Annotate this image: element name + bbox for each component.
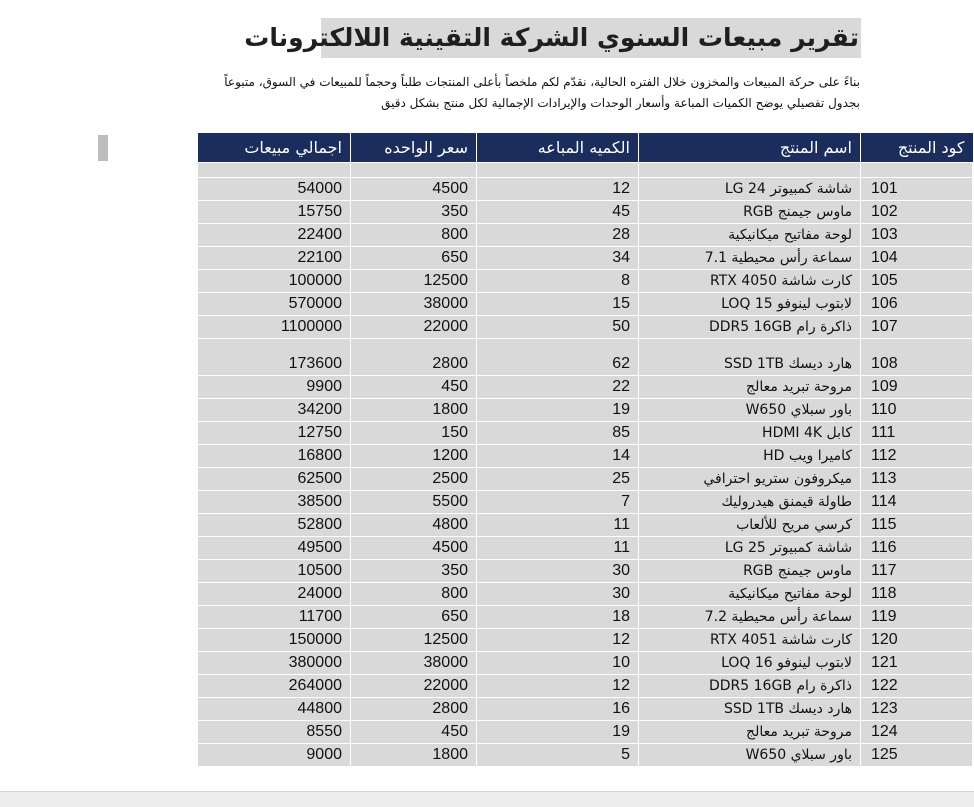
cell-unit-price: 450: [351, 721, 477, 744]
cell-product-code: 107: [861, 316, 973, 339]
table-row: [198, 744, 973, 767]
sales-table: [197, 133, 973, 767]
intro-line-1: بناءً على حركة المبيعات والمخزون خلال الفتره الحالية، نقدّم لكم ملخصاً بأعلى المنتجات طلباً وحجماً للمبيعات في السوق، متبوعاً: [224, 75, 860, 89]
cell-quantity-sold: 8: [477, 270, 639, 293]
cell-product-code: 122: [861, 675, 973, 698]
cell-quantity-sold: 7: [477, 491, 639, 514]
cell-product-code: 117: [861, 560, 973, 583]
cell-unit-price: 800: [351, 224, 477, 247]
cell-quantity-sold: 62: [477, 339, 639, 376]
cell-quantity-sold: 30: [477, 583, 639, 606]
cell-product-code: 105: [861, 270, 973, 293]
cell-unit-price: 4500: [351, 178, 477, 201]
cell-product-name: لوحة مفاتيح ميكانيكية: [639, 583, 861, 606]
table-row: [198, 606, 973, 629]
cell-unit-price: 22000: [351, 316, 477, 339]
cell-total-sales: 38500: [198, 491, 351, 514]
cell-unit-price: 150: [351, 422, 477, 445]
cell-product-name: كارت شاشة RTX 4050: [639, 270, 861, 293]
cell-product-code: 119: [861, 606, 973, 629]
table-spacer-row: [198, 163, 973, 178]
cell-total-sales: 44800: [198, 698, 351, 721]
cell-unit-price: 4500: [351, 537, 477, 560]
cell-product-code: 109: [861, 376, 973, 399]
table-row: [198, 514, 973, 537]
cell-total-sales: 22400: [198, 224, 351, 247]
cell-product-name: طاولة قيمنق هيدروليك: [639, 491, 861, 514]
cell-product-code: 125: [861, 744, 973, 767]
cell-total-sales: 11700: [198, 606, 351, 629]
intro-line-2: بجدول تفصيلي يوضح الكميات المباعة وأسعار الوحدات والإيرادات الإجمالية لكل منتج بشكل دقيق: [381, 96, 860, 110]
cell-product-code: 104: [861, 247, 973, 270]
cell-product-code: 112: [861, 445, 973, 468]
cell-quantity-sold: 14: [477, 445, 639, 468]
cell-quantity-sold: 50: [477, 316, 639, 339]
cell-product-name: كارت شاشة RTX 4051: [639, 629, 861, 652]
cell-total-sales: 24000: [198, 583, 351, 606]
cell-product-code: 124: [861, 721, 973, 744]
intro-paragraph: [104, 72, 860, 114]
table-row: [198, 698, 973, 721]
cell-unit-price: 650: [351, 606, 477, 629]
cell-total-sales: 22100: [198, 247, 351, 270]
cell-product-code: 108: [861, 339, 973, 376]
cell-product-code: 106: [861, 293, 973, 316]
table-row: [198, 675, 973, 698]
cell-quantity-sold: 12: [477, 178, 639, 201]
cell-product-name: شاشة كمبيوتر LG 25: [639, 537, 861, 560]
table-row: [198, 560, 973, 583]
cell-unit-price: 5500: [351, 491, 477, 514]
table-body: [198, 163, 973, 767]
cell-unit-price: 2800: [351, 339, 477, 376]
cell-quantity-sold: 85: [477, 422, 639, 445]
cell-quantity-sold: 19: [477, 721, 639, 744]
cell-total-sales: 9000: [198, 744, 351, 767]
cell-product-code: 121: [861, 652, 973, 675]
cell-total-sales: 150000: [198, 629, 351, 652]
cell-quantity-sold: 11: [477, 537, 639, 560]
cell-unit-price: 1800: [351, 399, 477, 422]
cell-product-code: 110: [861, 399, 973, 422]
cell-product-code: 116: [861, 537, 973, 560]
cell-unit-price: 22000: [351, 675, 477, 698]
cell-total-sales: 54000: [198, 178, 351, 201]
table-row: [198, 224, 973, 247]
table-row: [198, 339, 973, 376]
cell-product-name: لوحة مفاتيح ميكانيكية: [639, 224, 861, 247]
cell-unit-price: 1200: [351, 445, 477, 468]
cell-product-name: كابل HDMI 4K: [639, 422, 861, 445]
cell-unit-price: 12500: [351, 629, 477, 652]
cell-product-code: 111: [861, 422, 973, 445]
cell-product-name: ذاكرة رام DDR5 16GB: [639, 316, 861, 339]
cell-product-code: 113: [861, 468, 973, 491]
cell-quantity-sold: 19: [477, 399, 639, 422]
cell-quantity-sold: 28: [477, 224, 639, 247]
cell-total-sales: 15750: [198, 201, 351, 224]
cell-unit-price: 800: [351, 583, 477, 606]
cell-unit-price: 450: [351, 376, 477, 399]
cell-product-code: 114: [861, 491, 973, 514]
table-row: [198, 445, 973, 468]
cell-product-name: هارد ديسك SSD 1TB: [639, 339, 861, 376]
cell-total-sales: 34200: [198, 399, 351, 422]
cell-product-code: 120: [861, 629, 973, 652]
header-total-sales: اجمالي مبيعات: [198, 133, 351, 163]
table-row: [198, 422, 973, 445]
cell-unit-price: 350: [351, 201, 477, 224]
cell-product-name: ماوس جيمنج RGB: [639, 201, 861, 224]
cell-product-code: 103: [861, 224, 973, 247]
table-row: [198, 583, 973, 606]
cell-product-name: ذاكرة رام DDR5 16GB: [639, 675, 861, 698]
cell-product-name: ماوس جيمنج RGB: [639, 560, 861, 583]
cell-product-name: كرسي مريح للألعاب: [639, 514, 861, 537]
header-quantity-sold: الكميه المباعه: [477, 133, 639, 163]
cell-total-sales: 16800: [198, 445, 351, 468]
cell-product-name: مروحة تبريد معالج: [639, 721, 861, 744]
cell-total-sales: 12750: [198, 422, 351, 445]
cell-total-sales: 264000: [198, 675, 351, 698]
table-header-row: [198, 133, 973, 163]
cell-product-name: باور سبلاي W650: [639, 399, 861, 422]
cell-total-sales: 62500: [198, 468, 351, 491]
table-row: [198, 316, 973, 339]
cell-quantity-sold: 11: [477, 514, 639, 537]
table-row: [198, 721, 973, 744]
cell-product-code: 123: [861, 698, 973, 721]
cell-unit-price: 12500: [351, 270, 477, 293]
cell-quantity-sold: 15: [477, 293, 639, 316]
cell-quantity-sold: 22: [477, 376, 639, 399]
table-row: [198, 270, 973, 293]
cell-product-name: ميكروفون ستريو احترافي: [639, 468, 861, 491]
cell-total-sales: 8550: [198, 721, 351, 744]
cell-quantity-sold: 30: [477, 560, 639, 583]
cell-product-name: باور سبلاي W650: [639, 744, 861, 767]
cell-unit-price: 2500: [351, 468, 477, 491]
window-bottom-bar: [0, 791, 974, 807]
cell-unit-price: 650: [351, 247, 477, 270]
cell-product-name: كاميرا ويب HD: [639, 445, 861, 468]
cell-quantity-sold: 12: [477, 675, 639, 698]
table-row: [198, 293, 973, 316]
cell-total-sales: 570000: [198, 293, 351, 316]
table-row: [198, 201, 973, 224]
cell-unit-price: 350: [351, 560, 477, 583]
report-title: تقرير مبيعات السنوي الشركة التقينية اللالكترونات: [321, 18, 861, 58]
table-row: [198, 652, 973, 675]
cell-total-sales: 52800: [198, 514, 351, 537]
cell-unit-price: 2800: [351, 698, 477, 721]
cell-quantity-sold: 5: [477, 744, 639, 767]
cell-product-name: لابتوب لينوفو LOQ 16: [639, 652, 861, 675]
cell-product-name: سماعة رأس محيطية 7.1: [639, 247, 861, 270]
cell-total-sales: 100000: [198, 270, 351, 293]
cell-product-code: 102: [861, 201, 973, 224]
header-unit-price: سعر الواحده: [351, 133, 477, 163]
header-product-name: اسم المنتج: [639, 133, 861, 163]
cell-product-name: هارد ديسك SSD 1TB: [639, 698, 861, 721]
cell-product-name: لابتوب لينوفو LOQ 15: [639, 293, 861, 316]
cell-product-code: 101: [861, 178, 973, 201]
cell-product-code: 115: [861, 514, 973, 537]
cell-quantity-sold: 18: [477, 606, 639, 629]
cell-quantity-sold: 12: [477, 629, 639, 652]
cell-product-name: مروحة تبريد معالج: [639, 376, 861, 399]
header-product-code: كود المنتج: [861, 133, 973, 163]
cell-quantity-sold: 16: [477, 698, 639, 721]
cell-unit-price: 38000: [351, 293, 477, 316]
cell-quantity-sold: 34: [477, 247, 639, 270]
cell-quantity-sold: 10: [477, 652, 639, 675]
cell-product-code: 118: [861, 583, 973, 606]
table-row: [198, 247, 973, 270]
table-row: [198, 399, 973, 422]
cell-total-sales: 49500: [198, 537, 351, 560]
cell-quantity-sold: 25: [477, 468, 639, 491]
table-row: [198, 178, 973, 201]
cell-total-sales: 1100000: [198, 316, 351, 339]
sales-table-container: [197, 133, 972, 792]
cell-unit-price: 38000: [351, 652, 477, 675]
table-row: [198, 537, 973, 560]
table-row: [198, 468, 973, 491]
cell-quantity-sold: 45: [477, 201, 639, 224]
table-row: [198, 491, 973, 514]
table-row: [198, 376, 973, 399]
cell-product-name: سماعة رأس محيطية 7.2: [639, 606, 861, 629]
cell-total-sales: 380000: [198, 652, 351, 675]
cell-product-name: شاشة كمبيوتر LG 24: [639, 178, 861, 201]
left-margin-marker: [98, 135, 108, 161]
cell-unit-price: 4800: [351, 514, 477, 537]
table-row: [198, 629, 973, 652]
cell-total-sales: 10500: [198, 560, 351, 583]
cell-total-sales: 9900: [198, 376, 351, 399]
cell-total-sales: 173600: [198, 339, 351, 376]
cell-unit-price: 1800: [351, 744, 477, 767]
